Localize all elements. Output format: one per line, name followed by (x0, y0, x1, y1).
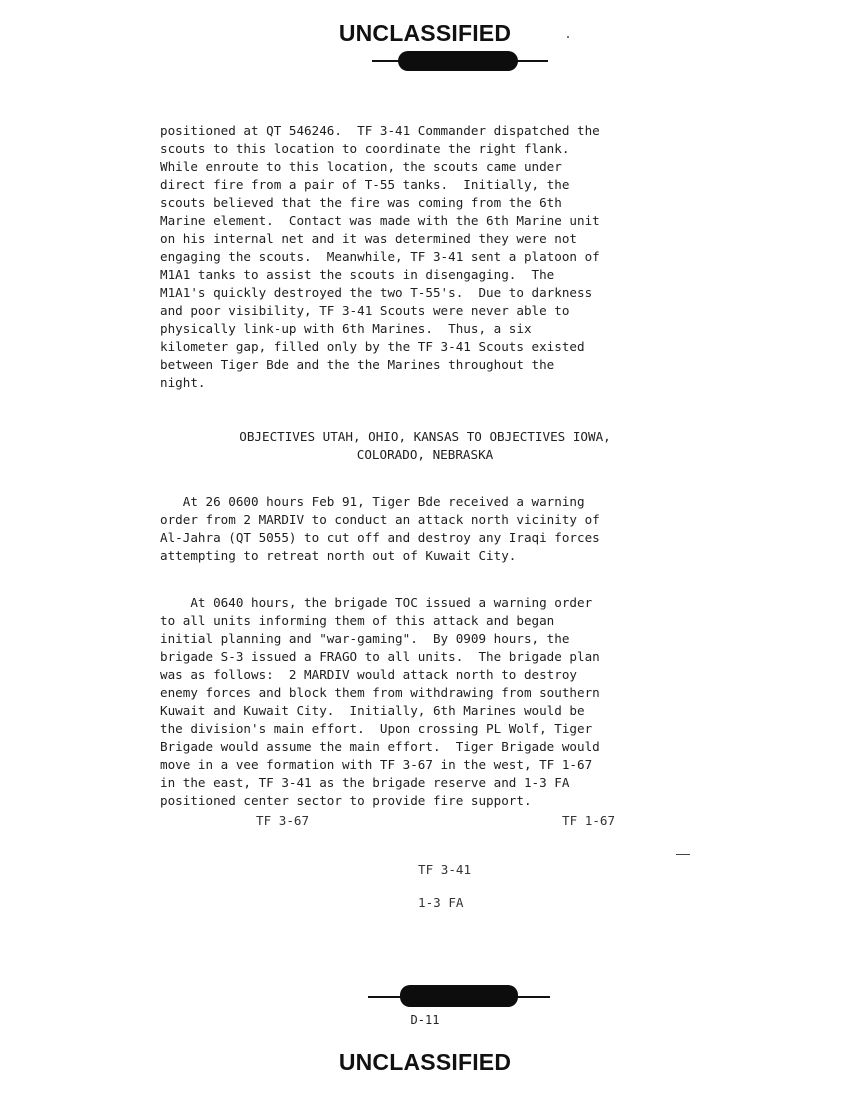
text-line: enemy forces and block them from withdrawing from southern (160, 685, 600, 700)
text-line: kilometer gap, filled only by the TF 3-41 Scouts existed (160, 339, 585, 354)
page-number: D-11 (410, 1013, 440, 1027)
text-line: engaging the scouts. Meanwhile, TF 3-41 sent a platoon of (160, 249, 600, 264)
text-line: in the east, TF 3-41 as the brigade reserve and 1-3 FA (160, 775, 570, 790)
formation-label-reserve: TF 3-41 (418, 862, 472, 877)
text-line: brigade S-3 issued a FRAGO to all units. The brigade plan (160, 649, 600, 664)
text-line: While enroute to this location, the scouts came under (160, 159, 562, 174)
text-line: the division's main effort. Upon crossing PL Wolf, Tiger (160, 721, 593, 736)
stray-mark (676, 854, 690, 855)
text-line: scouts believed that the fire was coming from the 6th (160, 195, 562, 210)
text-line: positioned center sector to provide fire support. (160, 793, 532, 808)
section-heading (0, 428, 850, 464)
heading-line-2: COLORADO, NEBRASKA (356, 447, 494, 462)
text-line: between Tiger Bde and the the Marines throughout the (160, 357, 555, 372)
redaction-mark-top (398, 51, 518, 71)
text-line: physically link-up with 6th Marines. Thus, a six (160, 321, 532, 336)
text-line: positioned at QT 546246. TF 3-41 Commander dispatched the (160, 123, 600, 138)
paragraph-scouts-contact (160, 122, 760, 392)
text-line: Brigade would assume the main effort. Tiger Brigade would (160, 739, 600, 754)
text-line: scouts to this location to coordinate the right flank. (160, 141, 570, 156)
text-line: night. (160, 375, 206, 390)
text-line: M1A1's quickly destroyed the two T-55's. Due to darkness (160, 285, 593, 300)
text-line: attempting to retreat north out of Kuwait City. (160, 548, 517, 563)
text-line: direct fire from a pair of T-55 tanks. Initially, the (160, 177, 570, 192)
heading-line-1: OBJECTIVES UTAH, OHIO, KANSAS TO OBJECTIVES IOWA, (239, 429, 611, 444)
text-line: Kuwait and Kuwait City. Initially, 6th Marines would be (160, 703, 585, 718)
text-line: M1A1 tanks to assist the scouts in disengaging. The (160, 267, 555, 282)
redaction-mark-bottom (400, 985, 518, 1007)
text-line: Al-Jahra (QT 5055) to cut off and destroy any Iraqi forces (160, 530, 600, 545)
text-line: initial planning and "war-gaming". By 0909 hours, the (160, 631, 570, 646)
text-line: At 26 0600 hours Feb 91, Tiger Bde received a warning (160, 494, 585, 509)
text-line: and poor visibility, TF 3-41 Scouts were never able to (160, 303, 570, 318)
text-line: At 0640 hours, the brigade TOC issued a warning order (160, 595, 593, 610)
paragraph-brigade-plan (160, 594, 760, 810)
text-line: move in a vee formation with TF 3-67 in the west, TF 1-67 (160, 757, 593, 772)
formation-label-west: TF 3-67 (256, 813, 310, 828)
paragraph-warning-order (160, 493, 760, 565)
text-line: to all units informing them of this attack and began (160, 613, 555, 628)
text-line: order from 2 MARDIV to conduct an attack north vicinity of (160, 512, 600, 527)
formation-label-artillery: 1-3 FA (418, 895, 464, 910)
classification-banner-bottom: UNCLASSIFIED (338, 1049, 512, 1075)
classification-banner-top: UNCLASSIFIED (338, 20, 512, 46)
text-line: Marine element. Contact was made with the 6th Marine unit (160, 213, 600, 228)
formation-label-east: TF 1-67 (562, 813, 616, 828)
text-line: was as follows: 2 MARDIV would attack north to destroy (160, 667, 578, 682)
text-line: on his internal net and it was determined they were not (160, 231, 578, 246)
scan-speck (567, 36, 569, 38)
